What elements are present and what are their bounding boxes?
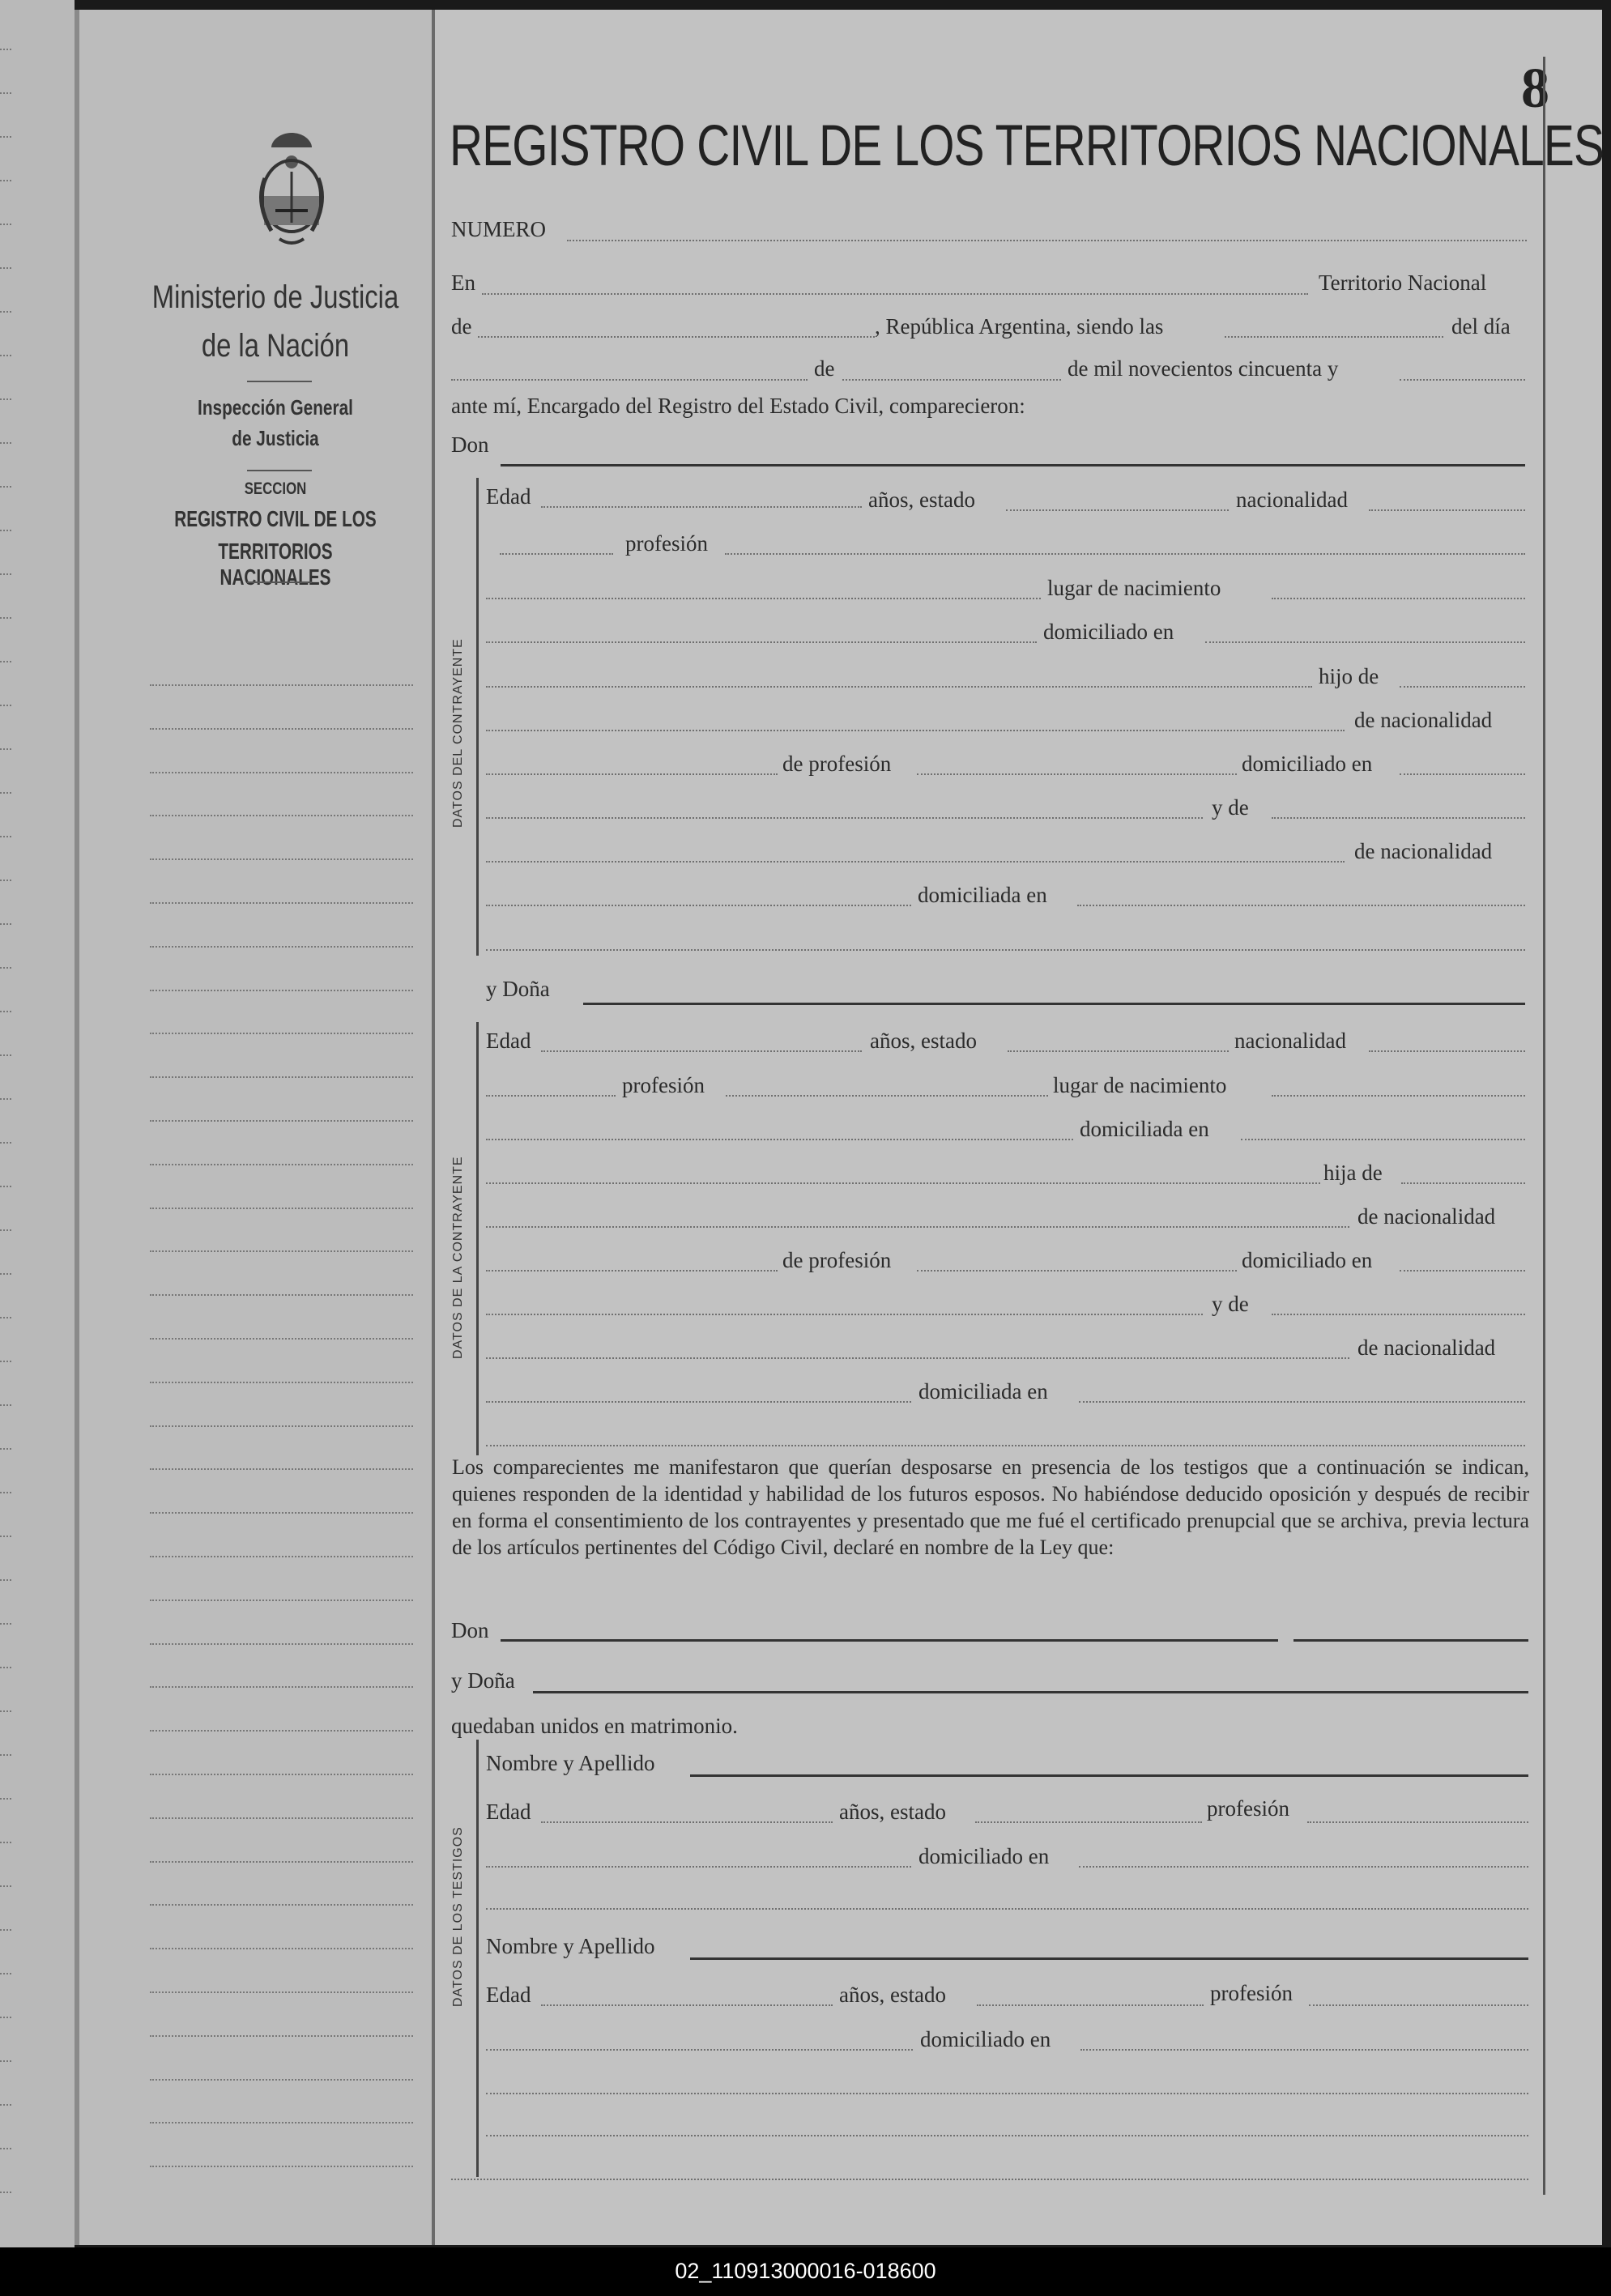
groom-lugar-field-2[interactable] [1272,598,1525,599]
bride-nacionalidad-label: nacionalidad [1234,1029,1346,1053]
groom-padre-nac-label: de nacionalidad [1354,708,1493,732]
margin-note-line[interactable] [150,1425,413,1427]
margin-note-line[interactable] [150,1033,413,1034]
w1-edad-field[interactable] [541,1821,833,1823]
groom-domicilio-field[interactable] [1205,641,1525,643]
mes-field[interactable] [842,379,1061,381]
groom-profesion-field[interactable] [725,553,1525,555]
bride-padre-field[interactable] [1401,1182,1525,1184]
margin-note-line[interactable] [150,1250,413,1252]
margin-note-line[interactable] [150,1512,413,1514]
prev-page-line [0,2060,11,2062]
prev-page-line [0,1798,11,1800]
prev-page-line [0,355,11,356]
margin-note-line[interactable] [150,946,413,948]
republica-label: , República Argentina, siendo las [875,314,1164,339]
del-dia-label: del día [1451,314,1511,339]
form-title: REGISTRO CIVIL DE LOS TERRITORIOS NACIONALES [450,114,1605,178]
w1-domicilio-pre-field[interactable] [486,1866,911,1868]
bride-profesion-label: profesión [622,1073,705,1097]
bride-hija-label: hija de [1323,1161,1383,1185]
w2-edad-label: Edad [486,1983,531,2007]
w2-nombre-field[interactable] [690,1957,1528,1960]
w2-domicilio-field[interactable] [1080,2049,1528,2051]
w2-domiciliado-label: domiciliado en [920,2027,1051,2051]
groom-domicilio-cont-field[interactable] [486,686,1312,688]
bride-madre-cont-field[interactable] [486,1357,1349,1359]
dona-label: y Doña [486,977,550,1001]
margin-note-line[interactable] [150,1120,413,1122]
bride-bracket [476,1022,479,1455]
prev-page-line [0,1623,11,1625]
margin-note-line[interactable] [150,1991,413,1993]
prev-page-line [0,1710,11,1712]
registro-line1: REGISTRO CIVIL DE LOS [174,506,377,531]
groom-lugar-field[interactable] [486,598,1041,599]
margin-note-line[interactable] [150,1164,413,1165]
margin-note-line[interactable] [150,1294,413,1296]
bride-lugar-field[interactable] [1272,1095,1525,1097]
w2-profesion-field[interactable] [1309,2004,1528,2006]
groom-madre-nac-label: de nacionalidad [1354,839,1493,863]
groom-nacionalidad-label: nacionalidad [1236,488,1348,512]
w2-domicilio-pre-field[interactable] [486,2049,913,2051]
margin-note-line[interactable] [150,1556,413,1557]
bride-padre-domiciliado-label: domiciliado en [1242,1248,1373,1272]
de-mes-label: de [814,356,835,381]
ministry-title-line2: de la Nación [201,328,350,364]
bride-lugar-label: lugar de nacimiento [1053,1073,1227,1097]
bride-domicilio-cont-field[interactable] [486,1182,1320,1184]
prev-page-line [0,311,11,313]
bride-padre-profesion-field[interactable] [917,1270,1237,1272]
bride-edad-label: Edad [486,1029,531,1053]
groom-madre-field[interactable] [1272,817,1525,819]
prev-page-line [0,2104,11,2106]
w2-estado-field[interactable] [977,2004,1204,2006]
margin-note-line[interactable] [150,2035,413,2037]
prev-page-line [0,792,11,794]
prev-page-line [0,836,11,837]
witness-side-label: DATOS DE LOS TESTIGOS [451,1826,465,2007]
declaration-text: Los comparecientes me manifestaron que querían desposarse en presencia de los testigos que a continuación se indican, quienes responden de la identidad y habilidad de los futuros esposos. No habiéndose deducido oposición y después de recibir en forma el consentimiento de los contrayentes y presentado que me fué el certificado prenupcial que se archiva, previa lectura de los artículos pertinentes del Código Civil, declaré en nombre de la Ley que: [452,1455,1529,1559]
prev-page-line [0,2192,11,2193]
w1-nombre-field[interactable] [690,1774,1528,1777]
margin-note-line[interactable] [150,1686,413,1688]
prev-page-line [0,705,11,706]
prev-page-line [0,1142,11,1144]
prev-page-line [0,573,11,575]
groom-nac-cont-field[interactable] [500,553,613,555]
margin-note-line[interactable] [150,815,413,816]
margin-note-line[interactable] [150,1817,413,1819]
bride-madre-nac-label: de nacionalidad [1357,1335,1496,1360]
bride-nacionalidad-field[interactable] [1369,1050,1525,1052]
prev-page-line [0,136,11,138]
inspeccion-line1: Inspección General [198,395,353,420]
margin-note-line[interactable] [150,1861,413,1863]
groom-bracket [476,478,479,956]
margin-note-line[interactable] [150,1076,413,1078]
numero-label: NUMERO [451,217,547,241]
prev-page-line [0,880,11,881]
prev-page-line [0,92,11,94]
prev-page-line [0,398,11,400]
groom-hijo-label: hijo de [1319,664,1379,688]
prev-page-line [0,1011,11,1012]
margin-note-line[interactable] [150,1600,413,1601]
bride-profesion-field[interactable] [726,1095,1048,1097]
groom-madre-domicilio-field[interactable] [1077,905,1525,906]
prev-page-line [0,748,11,750]
margin-note-line[interactable] [150,1948,413,1949]
prev-page-line [0,224,11,225]
coat-of-arms-icon [247,130,336,251]
prev-page-line [0,1754,11,1756]
margin-note-line[interactable] [150,1338,413,1340]
groom-madre-domicilio-cont-field[interactable] [486,949,1525,951]
prev-page-line [0,180,11,181]
margin-note-line[interactable] [150,858,413,860]
bride-padre-domicilio-field[interactable] [1400,1270,1525,1272]
don-label: Don [451,432,489,457]
bride-madre-field[interactable] [1272,1314,1525,1315]
don-name-field[interactable] [501,464,1525,466]
bride-estado-label: años, estado [870,1029,977,1053]
groom-madre-nac-field[interactable] [486,905,911,906]
previous-page-edge [0,0,75,2247]
groom-domiciliado-label: domiciliado en [1043,620,1174,644]
bride-y-de-label: y de [1212,1292,1249,1316]
witness-bracket [476,1740,479,2177]
prev-page-line [0,967,11,969]
margin-note-line[interactable] [150,1904,413,1906]
final-don-label: Don [451,1618,489,1642]
en-field[interactable] [482,293,1308,295]
groom-estado-field[interactable] [1006,509,1229,511]
groom-padre-cont-field[interactable] [486,730,1345,731]
prev-page-line [0,530,11,531]
prev-page-line [0,486,11,488]
groom-estado-label: años, estado [868,488,975,512]
de-label: de [451,314,472,339]
groom-padre-domicilio-cont-field[interactable] [486,817,1203,819]
margin-note-line[interactable] [150,2122,413,2123]
seccion-label: SECCION [244,479,307,498]
margin-note-line[interactable] [150,1730,413,1732]
w1-nombre-label: Nombre y Apellido [486,1751,655,1775]
margin-note-line[interactable] [150,684,413,686]
w1-estado-field[interactable] [975,1821,1202,1823]
w1-edad-label: Edad [486,1800,531,1824]
groom-y-de-label: y de [1212,795,1249,820]
inspeccion-line2: de Justicia [232,426,319,450]
bride-domiciliada-label: domiciliada en [1080,1117,1209,1141]
ante-label: ante mí, Encargado del Registro del Estado Civil, comparecieron: [451,394,1025,418]
quedaban-label: quedaban unidos en matrimonio. [451,1714,738,1738]
bride-estado-field[interactable] [1008,1050,1229,1052]
bride-edad-field[interactable] [541,1050,862,1052]
groom-domicilio-pre-field[interactable] [486,641,1037,643]
prev-page-line [0,1317,11,1318]
groom-padre-field[interactable] [1400,686,1525,688]
groom-padre-domicilio-field[interactable] [1400,773,1525,775]
final-dona-field[interactable] [533,1691,1528,1693]
prev-page-line [0,617,11,619]
prev-page-line [0,442,11,444]
prev-page-line [0,1098,11,1100]
w2-edad-field[interactable] [541,2004,833,2006]
bride-madre-domicilio-cont-field[interactable] [486,1445,1525,1446]
margin-note-line[interactable] [150,1208,413,1209]
territorio-label: Territorio Nacional [1319,270,1487,295]
prev-page-line [0,2148,11,2149]
bride-madre-nac-field[interactable] [486,1401,911,1403]
prev-page-line [0,1404,11,1406]
margin-note-line[interactable] [150,1382,413,1383]
prev-page-line [0,1186,11,1187]
bride-padre-domicilio-cont-field[interactable] [486,1314,1203,1315]
bride-domicilio-field[interactable] [1241,1139,1525,1140]
groom-side-label: DATOS DEL CONTRAYENTE [451,638,465,828]
prev-page-line [0,267,11,269]
margin-divider [247,470,312,471]
registro-line2: TERRITORIOS NACIONALES [218,539,333,590]
groom-edad-field[interactable] [541,506,862,508]
right-border [1543,57,1545,2195]
final-don-field[interactable] [501,1639,1278,1642]
bride-side-label: DATOS DE LA CONTRAYENTE [451,1156,465,1359]
margin-note-line[interactable] [150,1468,413,1470]
groom-padre-profesion-field[interactable] [917,773,1237,775]
prev-page-line [0,1929,11,1931]
prev-page-line [0,1536,11,1537]
margin-note-line[interactable] [150,902,413,904]
lugar-field[interactable] [478,336,875,338]
w1-domicilio-cont-field[interactable] [486,1908,1528,1910]
margin-divider [247,381,312,382]
prev-page-line [0,661,11,662]
margin-note-line[interactable] [150,772,413,773]
groom-profesion-label: profesión [625,531,708,556]
w1-profesion-label: profesión [1207,1796,1289,1821]
page-number: 8 [1521,58,1549,120]
prev-page-line [0,2017,11,2018]
w2-estado-label: años, estado [839,1983,946,2007]
bride-nac-cont-field[interactable] [486,1095,616,1097]
groom-lugar-label: lugar de nacimiento [1047,576,1221,600]
mil-label: de mil novecientos cincuenta y [1068,356,1339,381]
prev-page-line [0,49,11,50]
w1-estado-label: años, estado [839,1800,946,1824]
groom-madre-cont-field[interactable] [486,861,1345,863]
groom-edad-label: Edad [486,484,531,509]
margin-note-line[interactable] [150,1643,413,1645]
margin-note-line[interactable] [150,2166,413,2167]
margin-note-line[interactable] [150,990,413,991]
bride-padre-nac-label: de nacionalidad [1357,1204,1496,1229]
bride-madre-domicilio-field[interactable] [1079,1401,1525,1403]
w1-domicilio-field[interactable] [1079,1866,1528,1868]
margin-divider [247,581,312,583]
image-id-footer: 02_110913000016-018600 [0,2247,1611,2296]
final-don-field-2[interactable] [1293,1639,1528,1642]
prev-page-line [0,1054,11,1056]
prev-page-line [0,1579,11,1581]
w2-nombre-label: Nombre y Apellido [486,1934,655,1958]
bride-padre-cont-field[interactable] [486,1226,1349,1228]
ano-field[interactable] [1400,379,1525,381]
bride-domicilio-pre-field[interactable] [486,1139,1073,1140]
numero-field[interactable] [567,240,1527,241]
hora-field[interactable] [1225,336,1443,338]
final-dona-label: y Doña [451,1668,515,1693]
prev-page-line [0,1492,11,1493]
groom-nacionalidad-field[interactable] [1369,509,1525,511]
ministry-title-line1: Ministerio de Justicia [151,279,399,315]
prev-page-line [0,1667,11,1668]
bride-madre-domiciliada-label: domiciliada en [918,1379,1048,1404]
bride-padre-profesion-label: de profesión [782,1248,892,1272]
dona-name-field[interactable] [583,1003,1525,1005]
w2-domicilio-cont-field-2[interactable] [486,2135,1528,2136]
prev-page-line [0,1229,11,1231]
groom-padre-profesion-label: de profesión [782,752,892,776]
w2-profesion-label: profesión [1210,1981,1293,2005]
prev-page-line [0,1842,11,1843]
groom-madre-domiciliada-label: domiciliada en [918,883,1047,907]
bride-padre-nac-field[interactable] [486,1270,778,1272]
prev-page-line [0,1973,11,1974]
w1-domiciliado-label: domiciliado en [918,1844,1050,1868]
prev-page-line [0,1273,11,1275]
w1-profesion-field[interactable] [1307,1821,1528,1823]
prev-page-line [0,1361,11,1362]
dia-field[interactable] [451,379,808,381]
margin-note-line[interactable] [150,1774,413,1775]
closing-line[interactable] [451,2179,1528,2180]
w2-domicilio-cont-field[interactable] [486,2093,1528,2094]
margin-note-line[interactable] [150,2079,413,2081]
groom-padre-nac-field[interactable] [486,773,778,775]
prev-page-line [0,1885,11,1887]
prev-page-line [0,1448,11,1450]
en-label: En [451,270,475,295]
prev-page-line [0,923,11,925]
margin-note-line[interactable] [150,728,413,730]
groom-padre-domiciliado-label: domiciliado en [1242,752,1373,776]
